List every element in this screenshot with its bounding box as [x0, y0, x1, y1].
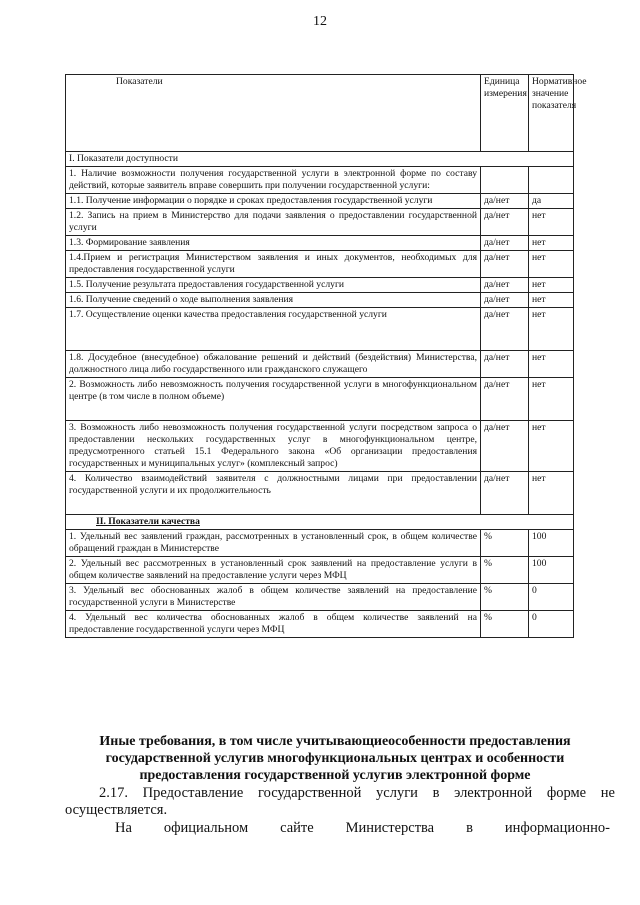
indicator-unit: да/нет	[481, 292, 529, 307]
section-heading: Иные требования, в том числе учитывающиеособенности предоставления государственной услугив многофункциональных центрах и особенности предоставления государственной услугив электронной форме	[99, 734, 571, 783]
indicator-name: 1.5. Получение результата предоставления государственной услуги	[66, 277, 481, 292]
indicator-unit: да/нет	[481, 350, 529, 377]
section-title: I. Показатели доступности	[66, 152, 574, 167]
indicator-norm: нет	[529, 208, 574, 235]
indicator-unit: да/нет	[481, 471, 529, 514]
table-header-row	[66, 75, 574, 152]
paragraph-word: На	[115, 820, 132, 836]
indicator-norm: нет	[529, 307, 574, 350]
indicator-norm: 0	[529, 583, 574, 610]
indicator-unit: %	[481, 610, 529, 637]
indicator-name: 2. Удельный вес рассмотренных в установленный срок заявлений на предоставление услуги в общем количестве заявлений на предоставление услуги через МФЦ	[66, 556, 481, 583]
page-number: 12	[313, 14, 327, 29]
indicator-norm: нет	[529, 277, 574, 292]
indicator-norm: 100	[529, 529, 574, 556]
header-unit: Единица измерения	[481, 75, 529, 152]
indicator-unit: да/нет	[481, 235, 529, 250]
header-indicators: Показатели	[66, 75, 481, 152]
indicator-name: 3. Удельный вес обоснованных жалоб в общем количестве заявлений на предоставление государственной услуги в Министерстве	[66, 583, 481, 610]
indicator-name: 1. Удельный вес заявлений граждан, рассмотренных в установленный срок, в общем количестве обращений граждан в Министерстве	[66, 529, 481, 556]
indicator-unit: %	[481, 556, 529, 583]
table-section-row	[66, 514, 574, 529]
indicator-name: 1.3. Формирование заявления	[66, 235, 481, 250]
table-row	[66, 350, 574, 377]
indicator-name: 4. Удельный вес количества обоснованных жалоб в общем количестве заявлений на предоставление государственной услуги через МФЦ	[66, 610, 481, 637]
indicator-unit: %	[481, 583, 529, 610]
table-row	[66, 377, 574, 420]
indicator-unit: да/нет	[481, 250, 529, 277]
indicator-norm: 100	[529, 556, 574, 583]
indicator-norm: нет	[529, 471, 574, 514]
indicator-unit: да/нет	[481, 307, 529, 350]
indicator-unit: да/нет	[481, 193, 529, 208]
paragraph-word: информационно-	[504, 820, 610, 836]
indicator-name: 3. Возможность либо невозможность получения государственной услуги посредством запроса о предоставлении нескольких государственных услуг в многофункциональном центре, предусмотренного статьей 15.1 Федерального закона «Об организации предоставления государственных и муниципальных услуг» (комплексный запрос)	[66, 420, 481, 471]
indicator-unit: да/нет	[481, 377, 529, 420]
table-row	[66, 235, 574, 250]
indicator-name: 1. Наличие возможности получения государственной услуги в электронной форме по составу действий, которые заявитель вправе совершить при получении государственной услуги:	[66, 166, 481, 193]
indicator-unit: да/нет	[481, 277, 529, 292]
indicator-unit: %	[481, 529, 529, 556]
table-row	[66, 208, 574, 235]
paragraph-2-17: 2.17. Предоставление государственной услуги в электронной форме не осуществляется.	[65, 785, 615, 818]
indicator-name: 2. Возможность либо невозможность получения государственной услуги в многофункциональном центре (в том числе в полном объеме)	[66, 377, 481, 420]
indicator-name: 1.2. Запись на прием в Министерство для подачи заявления о предоставлении государственной услуги	[66, 208, 481, 235]
indicator-norm: да	[529, 193, 574, 208]
table-row	[66, 250, 574, 277]
indicator-norm	[529, 166, 574, 193]
indicator-name: 4. Количество взаимодействий заявителя с должностными лицами при предоставлении государственной услуги и их продолжительность	[66, 471, 481, 514]
header-norm: Нормативное значение показателя	[529, 75, 574, 152]
paragraph-word: в	[466, 820, 473, 836]
indicator-name: 1.6. Получение сведений о ходе выполнения заявления	[66, 292, 481, 307]
indicator-name: 1.4.Прием и регистрация Министерством заявления и иных документов, необходимых для предоставления государственной услуги	[66, 250, 481, 277]
table-row	[66, 307, 574, 350]
table-row	[66, 193, 574, 208]
table-row	[66, 166, 574, 193]
indicator-norm: нет	[529, 250, 574, 277]
indicator-name: 1.1. Получение информации о порядке и сроках предоставления государственной услуги	[66, 193, 481, 208]
paragraph-continued	[115, 820, 610, 837]
table-row	[66, 471, 574, 514]
table-row	[66, 556, 574, 583]
indicators-table	[65, 74, 587, 638]
table-row	[66, 529, 574, 556]
indicator-norm: нет	[529, 420, 574, 471]
indicator-norm: 0	[529, 610, 574, 637]
section-title: II. Показатели качества	[66, 514, 574, 529]
paragraph-word: Министерства	[345, 820, 435, 836]
table-row	[66, 292, 574, 307]
indicator-unit: да/нет	[481, 208, 529, 235]
paragraph-word: сайте	[280, 820, 314, 836]
indicator-norm: нет	[529, 377, 574, 420]
indicator-unit	[481, 166, 529, 193]
indicator-norm: нет	[529, 235, 574, 250]
indicator-norm: нет	[529, 350, 574, 377]
table-row	[66, 420, 574, 471]
indicator-name: 1.8. Досудебное (внесудебное) обжалование решений и действий (бездействия) Министерства, должностного лица либо государственного или гражданского служащего	[66, 350, 481, 377]
table-section-row	[66, 152, 574, 167]
paragraph-word: официальном	[163, 820, 249, 836]
indicator-unit: да/нет	[481, 420, 529, 471]
table-row	[66, 277, 574, 292]
table-row	[66, 583, 574, 610]
indicator-norm: нет	[529, 292, 574, 307]
indicator-name: 1.7. Осуществление оценки качества предоставления государственной услуги	[66, 307, 481, 350]
table-row	[66, 610, 574, 637]
